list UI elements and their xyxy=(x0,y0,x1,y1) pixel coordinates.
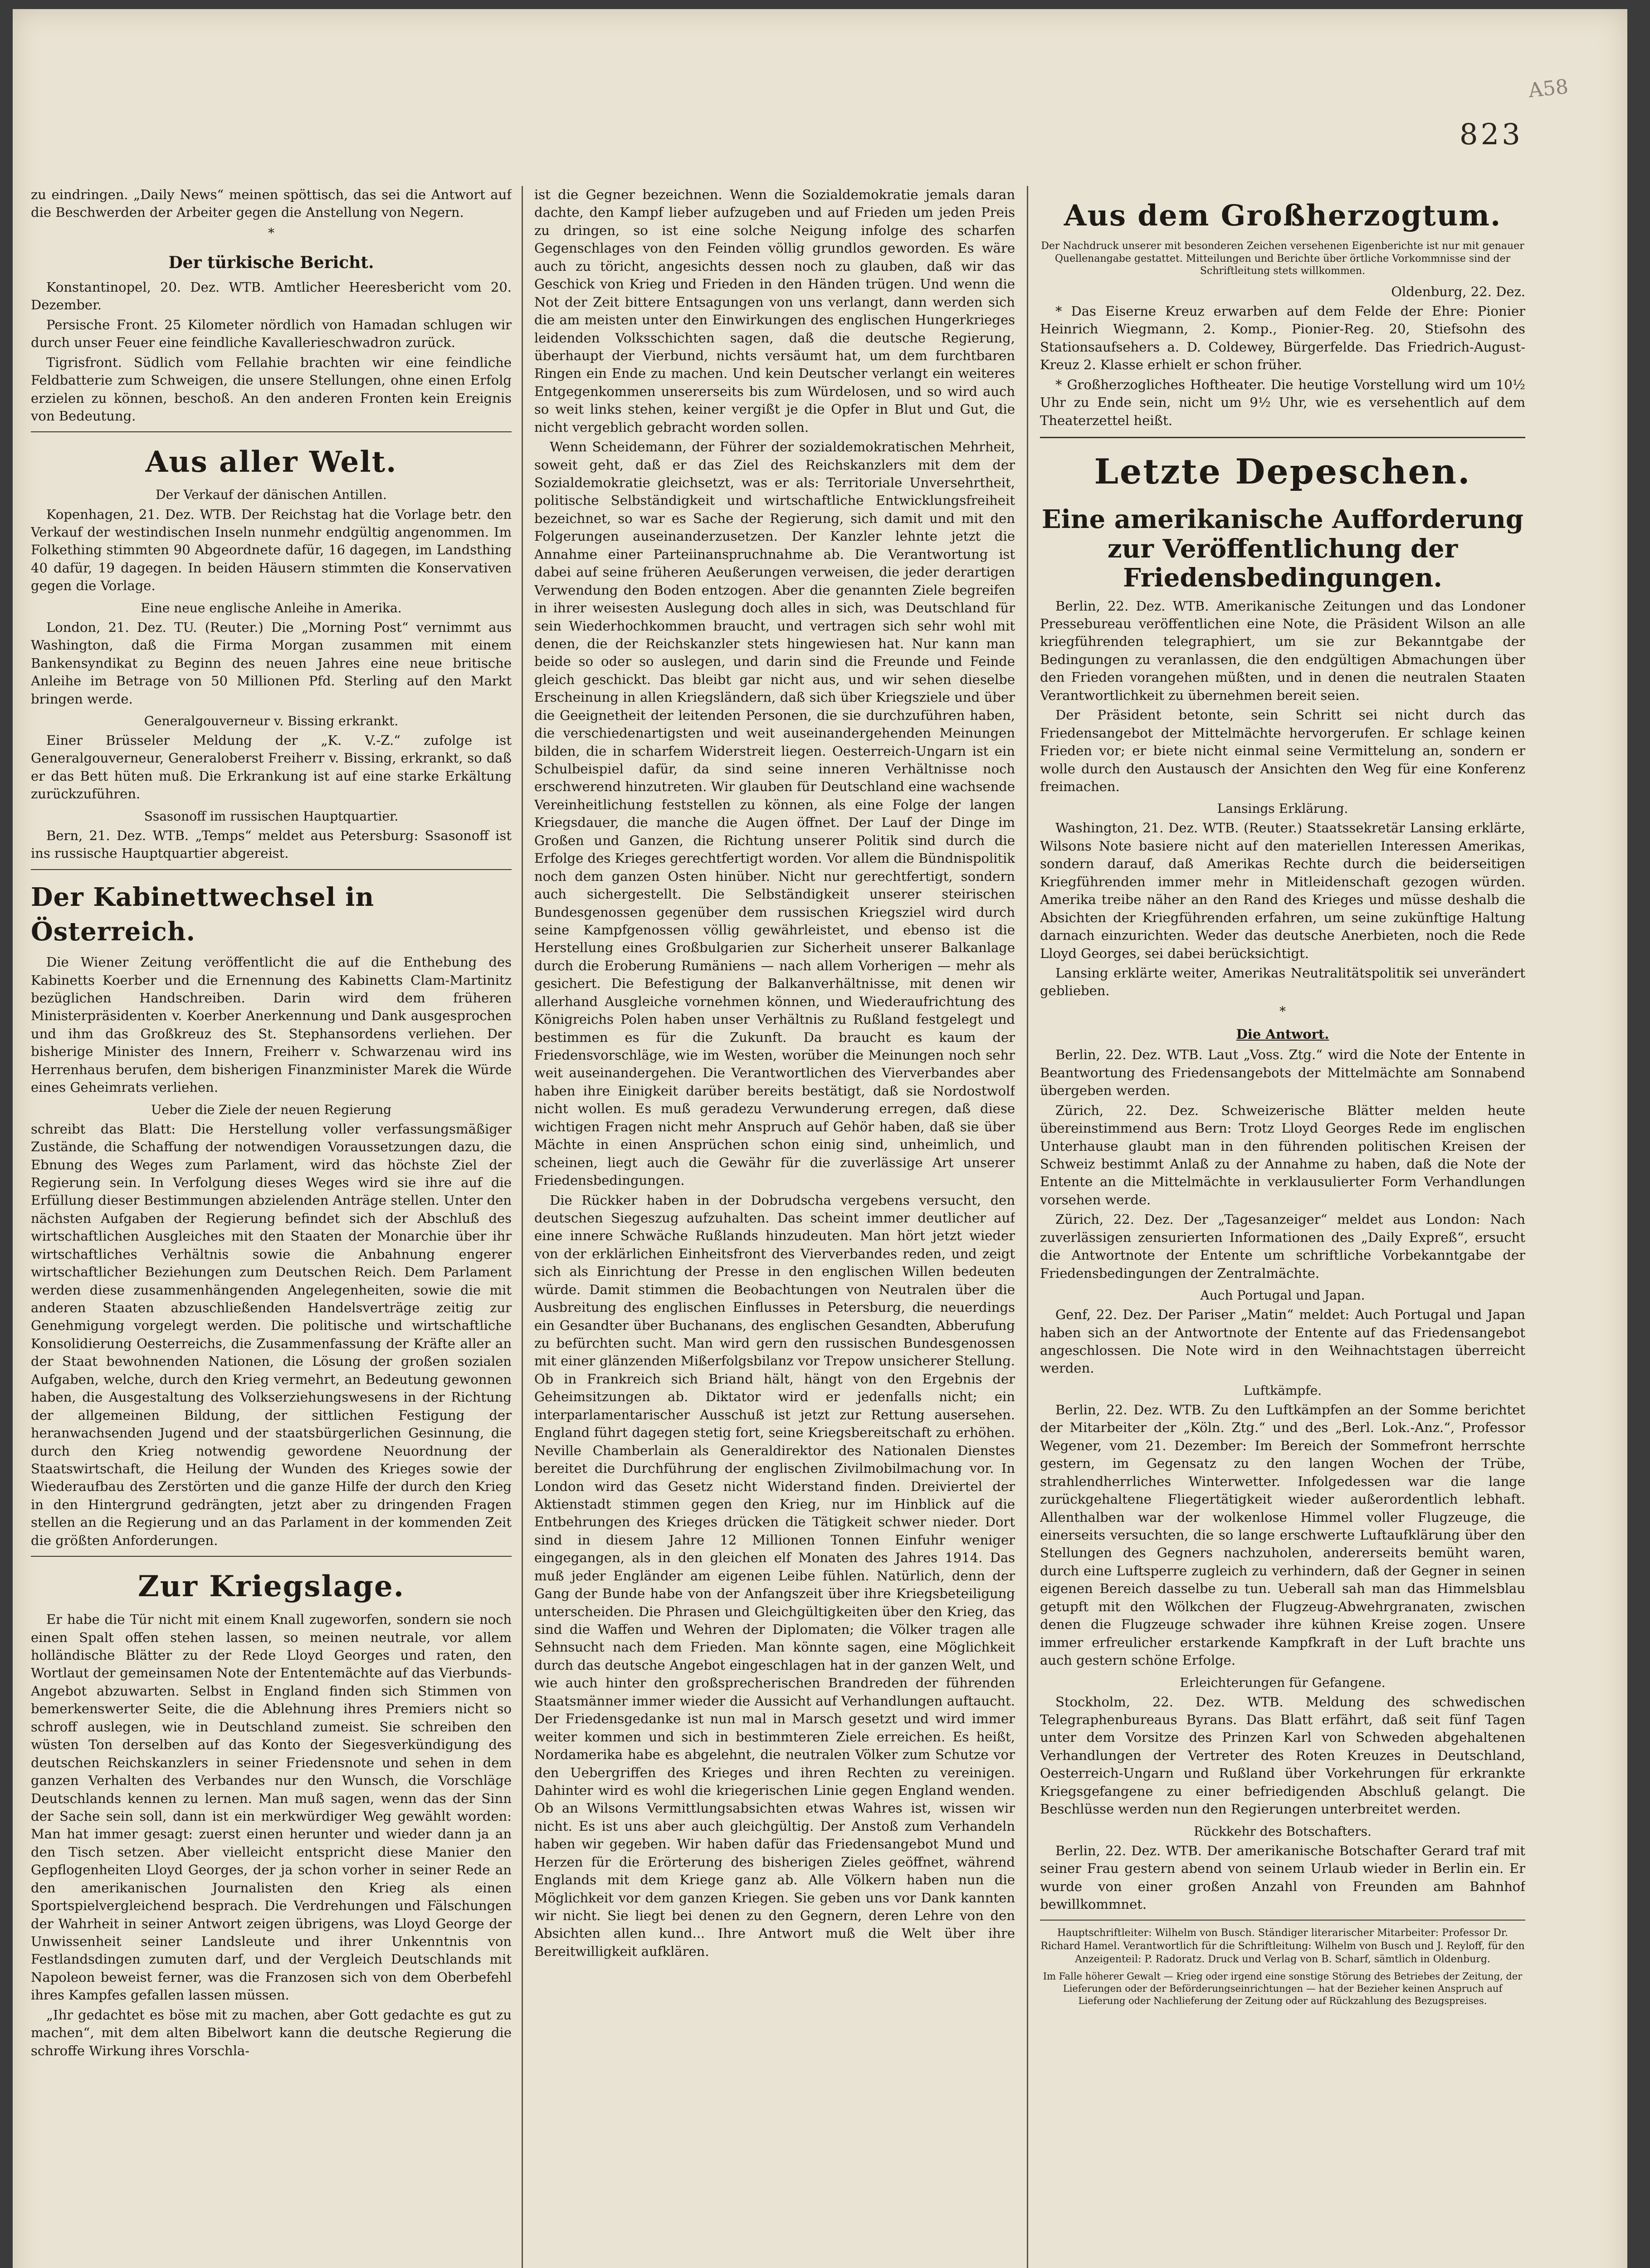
paragraph: „Ihr gedachtet es böse mit zu machen, aber Gott gedachte es gut zu machen“, mit dem alten Bibelwort kann die deutsche Regierung die schroffe Wirkung ihres Vorschla- xyxy=(31,2007,512,2058)
dateline: Oldenburg, 22. Dez. xyxy=(1391,284,1525,299)
force-majeure-notice: Im Falle höherer Gewalt — Krieg oder irgend eine sonstige Störung des Betriebes der Zeitung, der Lieferungen oder der Beförderungseinrichtungen — hat der Bezieher keinen Anspruch auf Lieferung oder Nachlieferung der Zeitung oder auf Rückzahlung des Bezugspreises. xyxy=(1043,1971,1523,2006)
section-heading-kabinettwechsel: Der Kabinettwechsel in Österreich. xyxy=(31,882,375,947)
divider xyxy=(1040,1920,1525,1921)
divider xyxy=(31,1556,512,1557)
column-divider xyxy=(1027,186,1028,2268)
section-heading-kriegslage: Zur Kriegslage. xyxy=(138,1569,405,1604)
article-continuation: zu eindringen. „Daily News“ meinen spöttisch, das sei die Antwort auf die Beschwerden der Arbeiter gegen die Anstellung von Negern. xyxy=(31,187,512,220)
paragraph: Zürich, 22. Dez. Der „Tagesanzeiger“ meldet aus London: Nach zuverlässigen zensurierten Informationen des „Daily Expreß“, ersucht die Antwortnote der Entente um schriftliche Vorbekanntgabe der Friedensbedingungen der Zentralmächte. xyxy=(1040,1212,1525,1281)
paragraph: Zürich, 22. Dez. Schweizerische Blätter melden heute übereinstimmend aus Bern: Trotz Lloyd Georges Rede im englischen Unterhause glaubt man in den führenden politischen Kreisen der Schweiz bestimmt Anlaß zu der Annahme zu haben, daß die Note der Entente an die Mittelmächte in verklausulierter Form Verhandlungen vorsehen werde. xyxy=(1040,1102,1525,1207)
paragraph: Berlin, 22. Dez. WTB. Zu den Luftkämpfen an der Somme berichtet der Mitarbeiter der „Köln. Ztg.“ und des „Berl. Lok.-Anz.“, Professor Wegener, vom 21. Dezember: Im Bereich der Sommefront herrschte gestern, im Gegensatz zu den langen Wochen der Trübe, strahlendherrliches Winterwetter. Infolgedessen war die lange zurückgehaltene Fliegertätigkeit wieder außerordentlich lebhaft. Allenthalben war der wolkenlose Himmel voller Flugzeuge, die einerseits versuchten, die so lange erschwerte Luftaufklärung über den Stellungen des Gegners nachzuholen, andererseits bemüht waren, durch eine Luftsperre zugleich zu verhindern, daß der Gegner in seinen eigenen Bereich dasselbe zu tun. Ueberall sah man das Himmelsblau getupft mit den Wölkchen der Flugzeug-Abwehrgranaten, zwischen denen die Flugzeuge schwader ihre kühnen Kreise zogen. Unsere immer erfreulicher erstarkende Kampfkraft in der Luft brachte uns auch gestern schöne Erfolge. xyxy=(1040,1402,1525,1668)
paragraph: Wenn Scheidemann, der Führer der sozialdemokratischen Mehrheit, soweit geht, daß er das Ziel des Reichskanzlers mit dem der Sozialdemokratie gleichsetzt, was er als: Territoriale Unversehrtheit, politische Selbständigkeit und wirtschaftliche Entwicklungsfreiheit bezeichnet, so war es Sache der Regierung, sich damit und mit den Folgerungen auseinanderzusetzen. Der Kanzler lehnte jetzt die Annahme einer Parteiinanspruchnahme ab. Die Verantwortung ist dabei auf seine früheren Aeußerungen verweisen, die jeder derartigen Verwendung den Boden entzogen. Aber die genannten Ziele begreifen in ihrer weisesten Auslegung doch alles in sich, was Deutschland für sein Wiederhochkommen braucht, und vertragen sich sehr wohl mit denen, die der Reichskanzler stets hingewiesen hat. Nur kann man beide so oder so auslegen, und darin sind die Freunde und Feinde gleich geschickt. Das bleibt gar nicht aus, und wir sehen dieselbe Erscheinung in allen Kriegsländern, daß sich über Kriegsziele und über die Geeignetheit der leitenden Personen, die sie durchzuführen haben, die verschiedenartigsten und weit auseinandergehenden Meinungen bilden, die in scharfem Widerstreit liegen. Oesterreich-Ungarn ist ein Schulbeispiel dafür, da sind seine inneren Verhältnisse noch erschwerend hinzutreten. Wir glauben für Deutschland eine wachsende Vereinheitlichung feststellen zu können, als eine Folge der langen Kriegsdauer, die manche die Augen öffnet. Der Lauf der Dinge im Großen und Ganzen, die Richtung unserer Politik sind durch die Erfolge des Krieges gerechtfertigt worden. Vor allem die Bündnispolitik noch dem ganzen Osten hinüber. Nicht nur gerechtfertigt, sondern auch sichergestellt. Die Selbständigkeit unserer steirischen Bundesgenossen gegenüber dem russischen Kriegsziel wird durch seine Kampfgenossen völlig gewährleistet, und ebenso ist die Herstellung eines Großbulgarien zur Sicherheit unserer Balkanlage durch die Eroberung Rumäniens — nach allem Vorherigen — mehr als gesichert. Die Befestigung der Balkanverhältnisse, mit denen wir allerhand Ausgleiche vornehmen können, und Wiederaufrichtung des Königreichs Polen haben unser Verhältnis zu Rußland festgelegt und bestimmen es für die Zukunft. Da braucht es kaum der Friedensvorschläge, wie im Westen, worüber die Meinungen noch sehr weit auseinandergehen. Die Verantwortlichen des Vierverbandes aber haben ihre Einigkeit darüber bereits bestätigt, daß sie Nordostwolf nicht wollen. Es muß geradezu Verwunderung erregen, daß diese wichtigen Fragen nicht mehr Anspruch auf Gehör haben, daß sie über Mächte in einen Ansprüchen schon einig sind, unheimlich, und scheinen, liegt auch die Gewähr für die zuverlässige Art unserer Friedensbedingungen. xyxy=(534,439,1015,1188)
subheading: Generalgouverneur v. Bissing erkrankt. xyxy=(144,713,399,728)
subheading: Ssasonoff im russischen Hauptquartier. xyxy=(144,808,399,824)
pencil-annotation: A58 xyxy=(1527,75,1570,103)
paragraph: Kopenhagen, 21. Dez. WTB. Der Reichstag hat die Vorlage betr. den Verkauf der westindischen Inseln nunmehr endgültig angenommen. Im Folkething stimmten 90 Abgeordnete dafür, 16 dagegen, im Landsthing 40 dafür, 19 dagegen. In beiden Häusern stimmten die Konservativen gegen die Vorlage. xyxy=(31,506,512,594)
paragraph: Bern, 21. Dez. WTB. „Temps“ meldet aus Petersburg: Ssasonoff ist ins russische Hauptquartier abgereist. xyxy=(31,827,512,861)
paragraph: Persische Front. 25 Kilometer nördlich von Hamadan schlugen wir durch unser Feuer eine feindliche Kavallerieschwadron zurück. xyxy=(31,317,512,351)
section-heading-aus-aller-welt: Aus aller Welt. xyxy=(145,445,397,479)
paragraph: London, 21. Dez. TU. (Reuter.) Die „Morning Post“ vernimmt aus Washington, daß die Firma Morgan zusammen mit einem Bankensyndikat zu Beginn des neuen Jahres eine neue britische Anleihe im Betrage von 50 Millionen Pfd. Sterling auf den Markt bringen werde. xyxy=(31,619,512,707)
paragraph: Einer Brüsseler Meldung der „K. V.-Z.“ zufolge ist Generalgouverneur, Generaloberst Freiherr v. Bissing, erkrankt, so daß er das Bett hüten muß. Die Erkrankung ist auf eine starke Erkältung zurückzuführen. xyxy=(31,733,512,802)
paragraph: Stockholm, 22. Dez. WTB. Meldung des schwedischen Telegraphenbureaus Byrans. Das Blatt erfährt, daß seit fünf Tagen unter dem Vorsitze des Prinzen Karl von Schweden abgehaltenen Verhandlungen der Vertreter des Roten Kreuzes in Deutschland, Oesterreich-Ungarn und Rußland über Vorkehrungen für erkrankte Kriegsgefangene zu einer befriedigenden Abschluß gelangt. Die Beschlüsse werden nun den Regierungen unterbreitet werden. xyxy=(1040,1694,1525,1817)
column-middle xyxy=(534,186,1015,2268)
reprint-notice: Der Nachdruck unserer mit besonderen Zeichen versehenen Eigenberichte ist nur mit genauer Quellenangabe gestattet. Mitteilungen und Berichte über örtliche Vorkommnisse sind der Schriftleitung stets willkommen. xyxy=(1041,240,1524,277)
paragraph: Berlin, 22. Dez. WTB. Laut „Voss. Ztg.“ wird die Note der Entente in Beantwortung des Friedensangebots der Mittelmächte am Sonnabend übergeben werden. xyxy=(1040,1047,1525,1099)
subheading: Ueber die Ziele der neuen Regierung xyxy=(151,1102,392,1117)
paragraph: Washington, 21. Dez. WTB. (Reuter.) Staatssekretär Lansing erklärte, Wilsons Note basiere nicht auf den materiellen Interessen Amerikas, sondern darauf, daß Amerikas Rechte durch die beiderseitigen Kriegführenden immer mehr in Mitleidenschaft gezogen würden. Amerika treibe näher an den Rand des Krieges und müsse deshalb die Absichten der Kriegführenden erfahren, um seine zukünftige Haltung darnach einzurichten. Weder das deutsche Anerbieten, noch die Rede Lloyd Georges, sei dabei berücksichtigt. xyxy=(1040,820,1525,961)
divider xyxy=(31,431,512,432)
paragraph: * Großherzogliches Hoftheater. Die heutige Vorstellung wird um 10½ Uhr zu Ende sein, nicht um 9½ Uhr, wie es versehentlich auf dem Theaterzettel heißt. xyxy=(1040,376,1525,428)
column-divider xyxy=(522,186,523,2268)
subheading: Der Verkauf der dänischen Antillen. xyxy=(156,487,387,503)
subheading: Die Antwort. xyxy=(1236,1026,1329,1042)
section-heading-tuerkischer-bericht: Der türkische Bericht. xyxy=(168,253,374,272)
paragraph: Er habe die Tür nicht mit einem Knall zugeworfen, sondern sie noch einen Spalt offen stehen lassen, so meinen neutrale, vor allem holländische Blätter zu der Rede Lloyd Georges und raten, den Wortlaut der gemeinsamen Note der Ententemächte auf das Vierbunds-Angebot abzuwarten. Selbst in England finden sich Stimmen von bemerkenswerter Seite, die die Ablehnung ihres Premiers nicht so schroff auslegen, wie in Deutschland zumeist. Sie schreiben den wüsten Ton derselben auf das Konto der Siegesverkündigung des deutschen Reichskanzlers in seiner Friedensnote und sehen in dem ganzen Verhalten des Verbandes nur den Wunsch, die Vorschläge Deutschlands kennen zu lernen. Man muß sagen, wenn das der Sinn der Sache sein soll, dann ist ein merkwürdiger Weg gewählt worden: Man hat immer gesagt: zuerst einen herunter und wieder dann ja an den Tisch setzen. Aber vielleicht entspricht diese Manier den Gepflogenheiten Lloyd Georges, der ja schon vorher in seiner Rede an den amerikanischen Journalisten den Krieg als einen Sportspielvergleichend besprach. Die Verdrehungen und Fälschungen der Wahrheit in seiner Antwort zeigen übrigens, was Lloyd George der Unwissenheit seiner Landsleute und ihrer Unkenntnis von Festlandsdingen zumuten darf, und der Vergleich Deutschlands mit Napoleon beweist ferner, was die Franzosen sich von dem Oberbefehl ihres Kampfes gefallen lassen müssen. xyxy=(31,1612,512,2003)
column-left xyxy=(31,186,512,2268)
paragraph: Konstantinopel, 20. Dez. WTB. Amtlicher Heeresbericht vom 20. Dezember. xyxy=(31,279,512,313)
separator-star: * xyxy=(268,225,274,240)
subheading: Luftkämpfe. xyxy=(1243,1383,1322,1398)
divider xyxy=(1040,437,1525,438)
paragraph: Die Wiener Zeitung veröffentlicht die auf die Enthebung des Kabinetts Koerber und die Ernennung des Kabinetts Clam-Martinitz bezüglichen Handschreiben. Darin wird dem früheren Ministerpräsidenten v. Koerber Anerkennung und Dank ausgesprochen und ihm das Großkreuz des St. Stephansordens verliehen. Der bisherige Minister des Innern, Freiherr v. Schwarzenau wird ins Herrenhaus berufen, dem bisherigen Finanzminister Marek die Würde eines Geheimrats verliehen. xyxy=(31,954,512,1095)
separator-star: * xyxy=(1279,1003,1286,1019)
page-number: 823 xyxy=(1459,118,1523,152)
paragraph: * Das Eiserne Kreuz erwarben auf dem Felde der Ehre: Pionier Heinrich Wiegmann, 2. Komp., Pionier-Reg. 20, Stiefsohn des Stationsaufsehers a. D. Coldewey, Bürgerfelde. Das Friedrich-August-Kreuz 2. Klasse erhielt er schon früher. xyxy=(1040,303,1525,373)
paragraph: Der Präsident betonte, sein Schritt sei nicht durch das Friedensangebot der Mittelmächte hervorgerufen. Er schlage keinen Frieden vor; er biete nicht einmal seine Vermittelung an, sondern er wolle durch den Austausch der Ansichten den Weg für eine Konferenz freimachen. xyxy=(1040,707,1525,794)
subheading: Rückkehr des Botschafters. xyxy=(1194,1823,1372,1839)
section-heading-grossherzogtum: Aus dem Großherzogtum. xyxy=(1064,199,1502,233)
subheading: Eine neue englische Anleihe in Amerika. xyxy=(141,600,402,616)
paragraph: Die Rückker haben in der Dobrudscha vergebens versucht, den deutschen Siegeszug aufzuhalten. Das scheint immer deutlicher auf eine innere Schwäche Rußlands hinzudeuten. Man hört jetzt wieder von der erklärlichen Einheitsfront des Vierverbandes reden, und zeigt sich als Einrichtung der Presse in den englischen Willen bedeuten würde. Damit stimmen die Beobachtungen von Neutralen über die Ausbreitung des englischen Einflusses in Petersburg, die neuerdings ein Gesandter über Buchanans, des englischen Gesandten, Abberufung zu befürchten sucht. Man wird gern den russischen Bundesgenossen mit einer glänzenden Mißerfolgsbilanz vor Trepow unsicherer Stellung. Ob in Frankreich sich Briand hält, hängt von den Ergebnis der Geheimsitzungen ab. Diktator wird er jedenfalls nicht; ein interparlamentarischer Ausschuß ist jetzt zur Rettung ausersehen. England führt dagegen stetig fort, seine Kriegsbereitschaft zu erhöhen. Neville Chamberlain als Generaldirektor des Nationalen Dienstes bereitet die Durchführung der englischen Zivilmobilmachung vor. In London wird das Gesetz nicht Widerstand finden. Dreiviertel der Aktienstadt stimmen gegen den Krieg, nur im Hinblick auf die Entbehrungen des Krieges drücken die Tätigkeit schwer nieder. Dort sind in diesem Jahre 12 Millionen Tonnen Einfuhr weniger eingegangen, als in den gleichen elf Monaten des Jahres 1914. Das muß jeder Engländer am eigenen Leibe fühlen. Natürlich, denn der Gang der Bunde habe von der Anfangszeit über ihre Kriegsbeteiligung unterscheiden. Die Phrasen und Gleichgültigkeiten über den Krieg, das sind die Waffen und Wehren der Diplomaten; die Völker tragen alle Sehnsucht nach dem Frieden. Man könnte sagen, eine Möglichkeit durch das deutsche Angebot eingeschlagen hat in der ganzen Welt, und wie auch hinter den großsprecherischen Brandreden der führenden Staatsmänner immer wieder die Aussicht auf Verhandlungen auftaucht. Der Friedensgedanke ist nun mal in Marsch gesetzt und wird immer weiter kommen und sich in bestimmteren Ziele erreichen. Es heißt, Nordamerika habe es abgelehnt, die neutralen Völker zum Schutze vor den Uebergriffen des Krieges und ihren Rechten zu vereinigen. Dahinter wird es wohl die kriegerischen Linie gegen England wenden. Ob an Wilsons Vermittlungsabsichten etwas Wahres ist, wissen wir nicht. Es ist uns aber auch gleichgültig. Der Anstoß zum Verhandeln haben wir gegeben. Wir haben dafür das Friedensangebot Mund und Herzen für die Erörterung des bisherigen Zieles geöffnet, während Englands mit dem Kriege ganz ab. Alle Völkern haben nun die Möglichkeit vor dem ganzen Kriegen. Sie geben uns vor Dank kannten wir nicht. Sie liegt bei denen zu den Gegnern, deren Lehre von den Absichten allen kund... Ihre Antwort muß die Welt über ihre Bereitwilligkeit aufklären. xyxy=(534,1192,1015,1959)
subheading: Lansings Erklärung. xyxy=(1217,801,1348,816)
subheading: Erleichterungen für Gefangene. xyxy=(1180,1675,1386,1690)
section-heading-letzte-depeschen: Letzte Depeschen. xyxy=(1094,451,1471,492)
headline-amerikanische-aufforderung: Eine amerikanische Aufforderung zur Veröffentlichung der Friedensbedingungen. xyxy=(1041,504,1524,593)
paragraph: Lansing erklärte weiter, Amerikas Neutralitätspolitik sei unverändert geblieben. xyxy=(1040,965,1525,999)
column-right xyxy=(1040,186,1525,2268)
paragraph: Genf, 22. Dez. Der Pariser „Matin“ meldet: Auch Portugal und Japan haben sich an der Antwortnote der Entente auf das Friedensangebot angeschlossen. Die Note wird in den Weihnachtstagen überreicht werden. xyxy=(1040,1307,1525,1376)
paragraph: Berlin, 22. Dez. WTB. Amerikanische Zeitungen und das Londoner Pressebureau veröffentlichen eine Note, die Präsident Wilson an alle kriegführenden telegraphiert, um sie zur Bekanntgabe der Bedingungen zu veranlassen, die den endgültigen Abmachungen über den Frieden vorangehen müßten, und in denen die neutralen Staaten Verantwortlichkeit zu übernehmen bereit seien. xyxy=(1040,598,1525,703)
newspaper-page xyxy=(13,9,1627,2268)
divider xyxy=(31,869,512,870)
paragraph: schreibt das Blatt: Die Herstellung voller verfassungsmäßiger Zustände, die Schaffung der notwendigen Voraussetzungen dazu, die Ebnung des Weges zum Parlament, wird das höchste Ziel der Regierung sein. In Verfolgung dieses Weges wird sie ihre auf die Erfüllung dieser Bestimmungen abzielenden Anträge stellen. Unter den nächsten Aufgaben der Regierung befindet sich der Abschluß des wirtschaftlichen Ausgleiches mit den Staaten der Monarchie über ihr wirtschaftliches Verhältnis sowie die Anbahnung engerer wirtschaftlicher Beziehungen zum Deutschen Reich. Dem Parlament werden diese zusammenhängenden Angelegenheiten, sowie die mit anderen Staaten abzuschließenden Handelsverträge zeitig zur Genehmigung vorgelegt werden. Die politische und wirtschaftliche Konsolidierung Oesterreichs, die Zusammenfassung der Kräfte aller an der Staat bewohnenden Nationen, die Lösung der großen sozialen Aufgaben, welche, durch den Krieg vermehrt, an Bedeutung gewonnen haben, die Ausgestaltung des Volkserziehungswesens in der Richtung der allgemeinen Bildung, der sittlichen Festigung der heranwachsenden Jugend und der staatsbürgerlichen Gesinnung, die durch den Krieg notwendig gewordene Neuordnung der Staatswirtschaft, die Heilung der Wunden des Krieges sowie der Wiederaufbau des Zerstörten und die ganze Hilfe der durch den Krieg in den Hintergrund gedrängten, jetzt aber zu dringenden Fragen stellen an die Regierung und an das Parlament in der kommenden Zeit die größten Anforderungen. xyxy=(31,1121,512,1548)
paragraph: Tigrisfront. Südlich vom Fellahie brachten wir eine feindliche Feldbatterie zum Schweigen, die unsere Stellungen, ohne einen Erfolg erzielen zu können, beschoß. An den anderen Fronten kein Ereignis von Bedeutung. xyxy=(31,354,512,424)
paragraph: Berlin, 22. Dez. WTB. Der amerikanische Botschafter Gerard traf mit seiner Frau gestern abend von seinem Urlaub wieder in Berlin ein. Er wurde von einer großen Anzahl von Freunden am Bahnhof bewillkommnet. xyxy=(1040,1843,1525,1912)
imprint: Hauptschriftleiter: Wilhelm von Busch. Ständiger literarischer Mitarbeiter: Professor Dr. Richard Hamel. Verantwortlich für die Schriftleitung: Wilhelm von Busch und J. Reyloff, für den Anzeigenteil: P. Radoratz. Druck und Verlag von B. Scharf, sämtlich in Oldenburg. xyxy=(1040,1927,1525,1965)
subheading: Auch Portugal und Japan. xyxy=(1200,1288,1365,1303)
paragraph: ist die Gegner bezeichnen. Wenn die Sozialdemokratie jemals daran dachte, den Kampf lieber aufzugeben und auf Frieden um jeden Preis zu dringen, so ist eine solche Neigung infolge des scharfen Gegenschlages von den Feinden völlig grundlos geworden. Es wäre auch zu töricht, angesichts dessen noch zu glauben, daß wir das Geschick von Krieg und Frieden in den Händen trügen. Und wenn die Not der Zeit bittere Entsagungen von uns verlangt, dann werden sich die am meisten unter den Einwirkungen des englischen Hungerkrieges leidenden Volksschichten sagen, daß die deutsche Regierung, überhaupt der Vierbund, nichts versäumt hat, um dem furchtbaren Ringen ein Ende zu machen. Und kein Deutscher verlangt ein weiteres Entgegenkommen unsererseits bis zum Würdelosen, und so wird auch so weit links stehen, keiner vergißt je die Opfer in Blut und Gut, die nicht vergeblich gebracht worden sollen. xyxy=(534,187,1015,435)
